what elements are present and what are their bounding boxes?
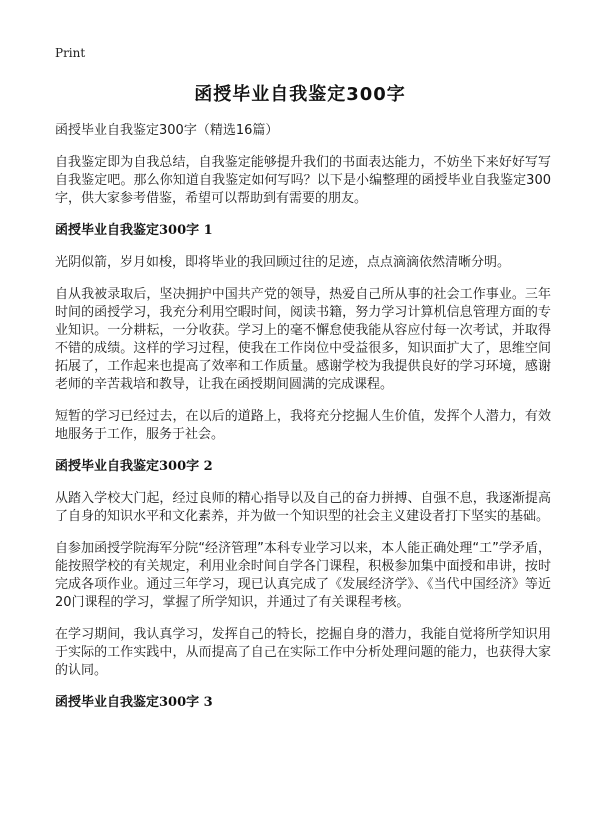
section-paragraph: 短暂的学习已经过去，在以后的道路上，我将充分挖掘人生价值，发挥个人潜力，有效地服务于工作，服务于社会。 (55, 409, 551, 442)
section-heading: 函授毕业自我鉴定300字 2 (55, 459, 213, 474)
section-paragraph: 自从我被录取后，坚决拥护中国共产党的领导，热爱自己所从事的社会工作事业。三年时间的函授学习，我充分利用空暇时间，阅读书籍，努力学习计算机信息管理方面的专业知识。一分耕耘，一分收获。学习上的毫不懈怠使我能从容应付每一次考试，并取得不错的成绩。这样的学习过程，使我在工作岗位中受益很多，知识面扩大了，思维空间拓展了，工作起来也提高了效率和工作质量。感谢学校为我提供良好的学习环境，感谢老师的辛苦栽培和教导，让我在函授期间圆满的完成课程。 (55, 287, 551, 392)
print-link[interactable]: Print (55, 46, 86, 60)
article-subtitle: 函授毕业自我鉴定300字（精选16篇） (55, 123, 279, 138)
section-heading: 函授毕业自我鉴定300字 3 (55, 695, 213, 710)
section-paragraph: 从踏入学校大门起，经过良师的精心指导以及自己的奋力拼搏、自强不息，我逐渐提高了自身的知识水平和文化素养，并为做一个知识型的社会主义建设者打下坚实的基础。 (55, 491, 551, 524)
section-paragraph: 光阴似箭，岁月如梭，即将毕业的我回顾过往的足迹，点点滴滴依然清晰分明。 (55, 255, 511, 270)
section-heading: 函授毕业自我鉴定300字 1 (55, 223, 213, 238)
page-title: 函授毕业自我鉴定300字 (194, 84, 406, 105)
intro-paragraph: 自我鉴定即为自我总结，自我鉴定能够提升我们的书面表达能力，不妨坐下来好好写写自我鉴定吧。那么你知道自我鉴定如何写吗？以下是小编整理的函授毕业自我鉴定300字，供大家参考借鉴，希望可以帮助到有需要的朋友。 (55, 155, 551, 206)
section-paragraph: 在学习期间，我认真学习，发挥自己的特长，挖掘自身的潜力，我能自觉将所学知识用于实际的工作实践中，从而提高了自己在实际工作中分析处理问题的能力，也获得大家的认同。 (55, 627, 551, 678)
section-paragraph: 自参加函授学院海军分院“经济管理”本科专业学习以来，本人能正确处理“工”学矛盾，能按照学校的有关规定，利用业余时间自学各门课程，积极参加集中面授和串讲，按时完成各项作业。通过三年学习，现已认真完成了《发展经济学》、《当代中国经济》等近20门课程的学习，掌握了所学知识，并通过了有关课程考核。 (55, 541, 551, 610)
article-body (55, 122, 551, 726)
